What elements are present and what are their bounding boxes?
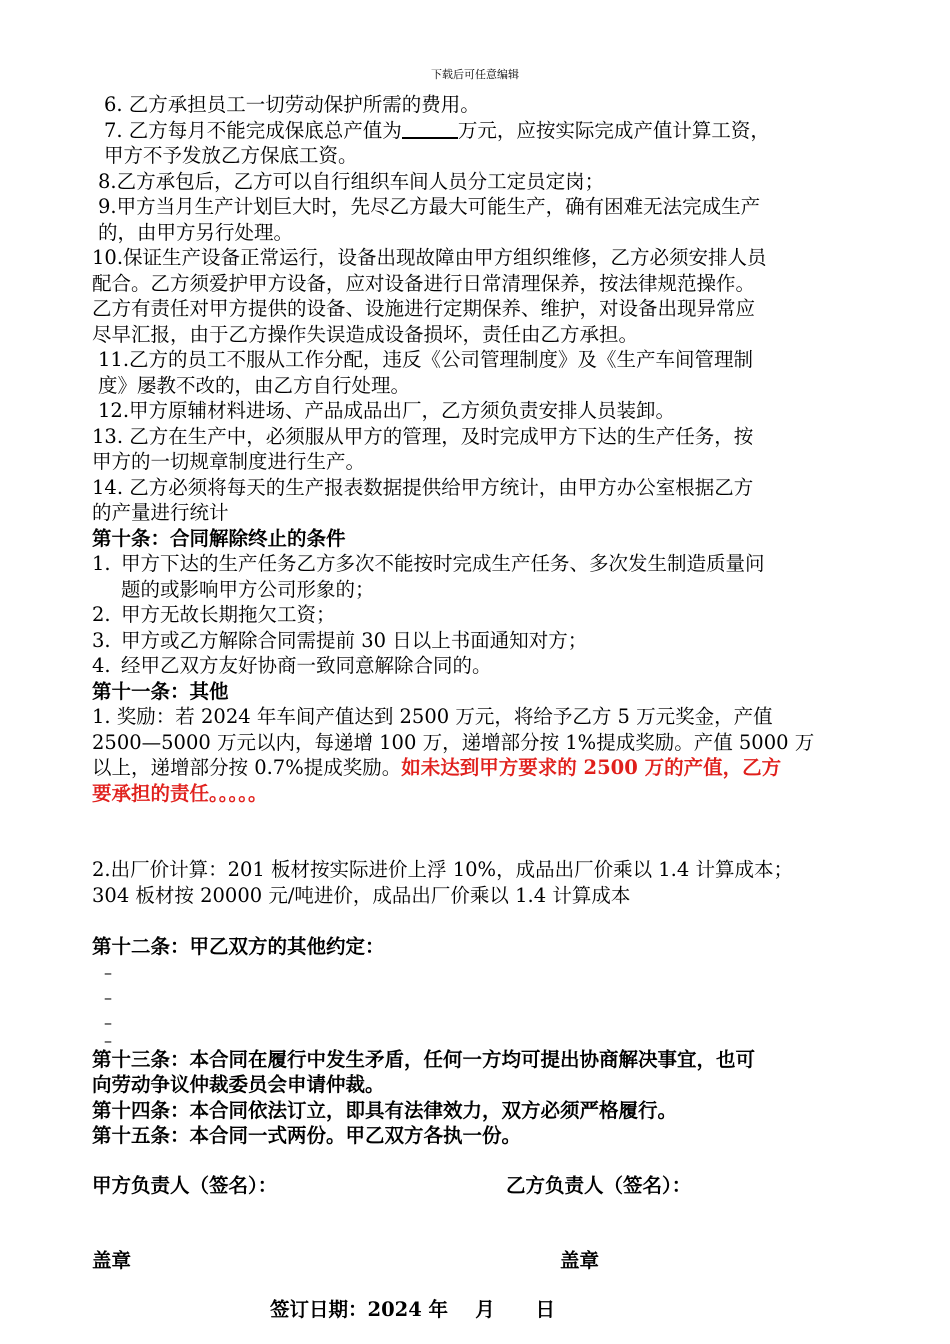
dash-line: – <box>104 987 112 1007</box>
article-15: 第十五条：本合同一式两份。甲乙双方各执一份。 <box>92 1124 522 1147</box>
article-13-line1: 第十三条：本合同在履行中发生矛盾，任何一方均可提出协商解决事宜，也可 <box>92 1047 756 1071</box>
spacer <box>92 1199 860 1248</box>
clause-11-line2: 度》屡教不改的，由乙方自行处理。 <box>98 373 411 397</box>
reward-line2: 2500—5000 万元以内，每递增 100 万，递增部分按 1%提成奖励。产值 5000 万 <box>92 730 815 754</box>
clause-7-line2: 甲方不予发放乙方保底工资。 <box>104 144 358 167</box>
list-text: 经甲乙双方友好协商一致同意解除合同的。 <box>121 654 492 677</box>
article-11-title: 第十一条：其他 <box>92 679 229 703</box>
clause-11-line1: 11.乙方的员工不服从工作分配，违反《公司管理制度》及《生产车间管理制 <box>98 348 754 371</box>
article-13-line2: 向劳动争议仲裁委员会申请仲裁。 <box>92 1073 385 1096</box>
clause-13-line1: 13. 乙方在生产中，必须服从甲方的管理，及时完成甲方下达的生产任务，按 <box>92 424 754 448</box>
list-text: 甲方无故长期拖欠工资； <box>121 603 336 626</box>
list-item <box>92 653 860 679</box>
reward-line3 <box>92 755 860 781</box>
reward-warning: 如未达到甲方要求的 2500 万的产值，乙方 <box>401 756 782 779</box>
clause-14-line1: 14. 乙方必须将每天的生产报表数据提供给甲方统计，由甲方办公室根据乙方 <box>92 475 754 499</box>
price-line2: 304 板材按 20000 元/吨进价，成品出厂价乘以 1.4 计算成本 <box>92 883 631 907</box>
clause-7-text: 7. 乙方每月不能完成保底总产值为 <box>104 118 402 142</box>
clause-8: 8.乙方承包后，乙方可以自行组织车间人员分工定员定岗； <box>98 169 605 193</box>
list-number: 2. <box>92 603 111 626</box>
list-item <box>92 602 860 628</box>
clause-10-line1: 10.保证生产设备正常运行，设备出现故障由甲方组织维修，乙方必须安排人员 <box>92 246 767 269</box>
list-text: 甲方下达的生产任务乙方多次不能按时完成生产任务、多次发生制造质量问 <box>121 552 765 575</box>
spacer <box>92 1149 860 1173</box>
dash-line: – <box>104 962 112 982</box>
party-b-signature: 乙方负责人（签名）： <box>506 1173 692 1197</box>
clause-13-line2: 甲方的一切规章制度进行生产。 <box>92 450 366 473</box>
list-text: 甲方或乙方解除合同需提前 30 日以上书面通知对方； <box>121 628 588 652</box>
party-b-seal: 盖章 <box>560 1248 600 1272</box>
clause-10-line3: 乙方有责任对甲方提供的设备、设施进行定期保养、维护，对设备出现异常应 <box>92 297 756 320</box>
dash-line: – <box>104 1034 112 1047</box>
reward-text: 以上，递增部分按 0.7%提成奖励。 <box>92 756 402 779</box>
list-item <box>92 628 860 654</box>
reward-warning-line2: 要承担的责任。。。。。 <box>92 781 268 805</box>
contract-body <box>92 92 860 1323</box>
clause-9-line1: 9.甲方当月生产计划巨大时，先尽乙方最大可能生产，确有困难无法完成生产 <box>98 195 761 218</box>
article-12-title: 第十二条：甲乙双方的其他约定： <box>92 935 385 958</box>
clause-6: 6. 乙方承担员工一切劳动保护所需的费用。 <box>104 93 480 116</box>
clause-14-line2: 的产量进行统计 <box>92 501 229 524</box>
page-header: 下载后可任意编辑 <box>431 68 519 81</box>
list-text: 题的或影响甲方公司形象的； <box>121 577 375 601</box>
price-line1: 2.出厂价计算：201 板材按实际进价上浮 10%，成品出厂价乘以 1.4 计算成本； <box>92 858 793 881</box>
list-number: 1. <box>92 552 111 575</box>
article-10-title: 第十条：合同解除终止的条件 <box>92 526 346 550</box>
clause-7 <box>92 118 860 144</box>
fill-blank <box>402 119 458 139</box>
article-14: 第十四条：本合同依法订立，即具有法律效力，双方必须严格履行。 <box>92 1098 678 1122</box>
spacer <box>92 1274 860 1297</box>
date-row <box>92 1297 860 1323</box>
clause-7-text-cont: 万元，应按实际完成产值计算工资， <box>457 118 770 142</box>
seal-row <box>92 1248 860 1274</box>
list-item <box>92 551 860 602</box>
reward-line1: 1. 奖励：若 2024 年车间产值达到 2500 万元，将给予乙方 5 万元奖金，产值 <box>92 705 773 728</box>
signature-row <box>92 1173 860 1199</box>
clause-10-line2: 配合。乙方须爱护甲方设备，应对设备进行日常清理保养，按法律规范操作。 <box>92 271 756 295</box>
signing-date: 签订日期：2024 年 月 日 <box>270 1297 555 1321</box>
party-a-signature: 甲方负责人（签名）： <box>92 1173 278 1197</box>
list-number: 3. <box>92 628 111 652</box>
dash-line: – <box>104 1012 112 1032</box>
spacer <box>92 908 860 934</box>
clause-10-line4: 尽早汇报，由于乙方操作失误造成设备损坏，责任由乙方承担。 <box>92 322 639 346</box>
spacer <box>92 806 860 857</box>
clause-12: 12.甲方原辅材料进场、产品成品出厂，乙方须负责安排人员装卸。 <box>98 399 676 422</box>
list-number: 4. <box>92 654 111 677</box>
clause-9-line2: 的，由甲方另行处理。 <box>98 220 294 244</box>
party-a-seal: 盖章 <box>92 1248 132 1272</box>
